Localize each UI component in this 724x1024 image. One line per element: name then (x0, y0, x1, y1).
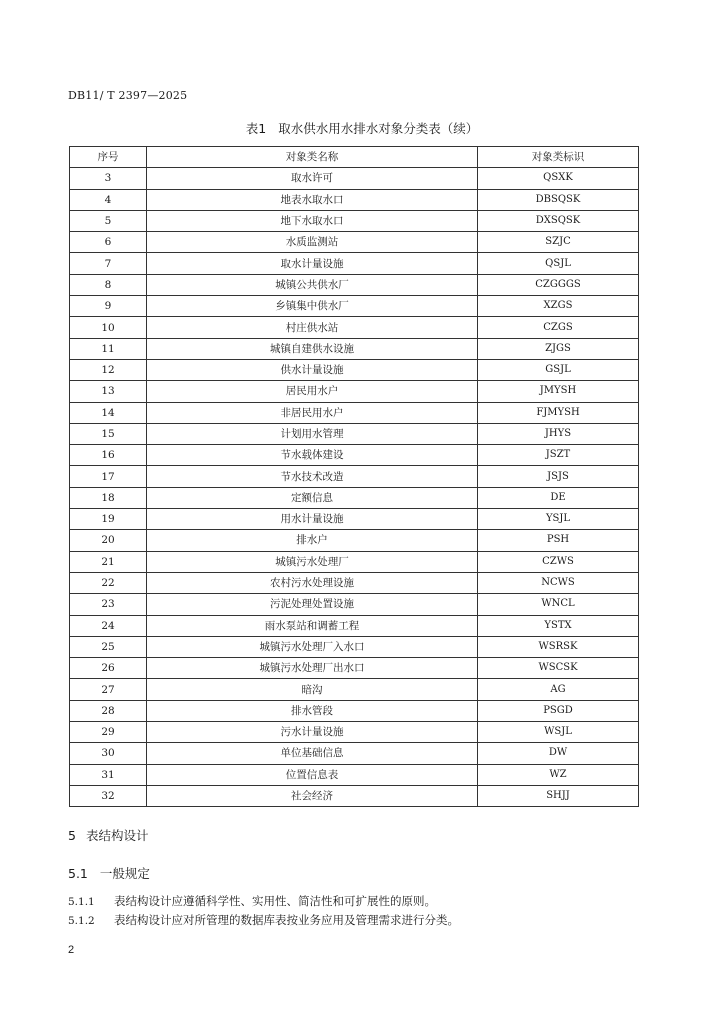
table-row (70, 785, 639, 806)
cell-name: 水质监测站 (147, 232, 478, 253)
cell-name: 乡镇集中供水厂 (147, 296, 478, 317)
section-number: 5 (68, 828, 76, 843)
cell-name: 村庄供水站 (147, 317, 478, 338)
cell-name: 单位基础信息 (147, 743, 478, 764)
cell-name: 定额信息 (147, 487, 478, 508)
table-row (70, 551, 639, 572)
cell-name: 节水技术改造 (147, 466, 478, 487)
cell-seq: 18 (70, 487, 147, 508)
cell-seq: 30 (70, 743, 147, 764)
cell-code: SHJJ (478, 785, 639, 806)
cell-name: 排水管段 (147, 700, 478, 721)
cell-name: 地表水取水口 (147, 189, 478, 210)
cell-code: PSH (478, 530, 639, 551)
cell-code: AG (478, 679, 639, 700)
table-row (70, 445, 639, 466)
cell-seq: 17 (70, 466, 147, 487)
cell-code: JMYSH (478, 381, 639, 402)
cell-code: YSJL (478, 509, 639, 530)
table-row (70, 679, 639, 700)
cell-name: 供水计量设施 (147, 359, 478, 380)
table-row (70, 594, 639, 615)
cell-code: CZWS (478, 551, 639, 572)
cell-seq: 7 (70, 253, 147, 274)
table-row (70, 317, 639, 338)
table-row (70, 743, 639, 764)
table-row (70, 253, 639, 274)
table-row (70, 530, 639, 551)
cell-seq: 4 (70, 189, 147, 210)
cell-seq: 13 (70, 381, 147, 402)
table-title: 取水供水用水排水对象分类表（续） (278, 121, 479, 136)
cell-seq: 21 (70, 551, 147, 572)
clause (68, 912, 459, 928)
table-row (70, 658, 639, 679)
cell-seq: 23 (70, 594, 147, 615)
header-name: 对象类名称 (147, 147, 478, 168)
cell-seq: 27 (70, 679, 147, 700)
cell-code: WSRSK (478, 636, 639, 657)
cell-name: 城镇污水处理厂出水口 (147, 658, 478, 679)
cell-name: 取水计量设施 (147, 253, 478, 274)
table-row (70, 466, 639, 487)
section-title: 表结构设计 (85, 828, 149, 843)
cell-name: 城镇自建供水设施 (147, 338, 478, 359)
table-row (70, 700, 639, 721)
header-seq: 序号 (70, 147, 147, 168)
cell-code: CZGGGS (478, 274, 639, 295)
subsection-heading (68, 864, 150, 882)
clause-number: 5.1.2 (68, 915, 95, 927)
table-caption (0, 119, 724, 137)
cell-code: WNCL (478, 594, 639, 615)
cell-seq: 6 (70, 232, 147, 253)
table-row (70, 423, 639, 444)
clause-text: 表结构设计应遵循科学性、实用性、简洁性和可扩展性的原则。 (114, 894, 436, 908)
table-row (70, 402, 639, 423)
cell-name: 城镇污水处理厂 (147, 551, 478, 572)
table-row (70, 572, 639, 593)
clause-text: 表结构设计应对所管理的数据库表按业务应用及管理需求进行分类。 (114, 913, 459, 927)
clause-number: 5.1.1 (68, 896, 95, 908)
cell-seq: 9 (70, 296, 147, 317)
cell-seq: 24 (70, 615, 147, 636)
cell-name: 计划用水管理 (147, 423, 478, 444)
table-row (70, 487, 639, 508)
table-number: 表1 (245, 121, 267, 136)
cell-name: 城镇污水处理厂入水口 (147, 636, 478, 657)
cell-code: YSTX (478, 615, 639, 636)
cell-seq: 12 (70, 359, 147, 380)
cell-code: PSGD (478, 700, 639, 721)
header-code: 对象类标识 (478, 147, 639, 168)
cell-code: QSXK (478, 168, 639, 189)
cell-code: GSJL (478, 359, 639, 380)
cell-code: JSZT (478, 445, 639, 466)
table-row (70, 615, 639, 636)
cell-seq: 5 (70, 210, 147, 231)
cell-name: 社会经济 (147, 785, 478, 806)
cell-code: DE (478, 487, 639, 508)
cell-name: 排水户 (147, 530, 478, 551)
cell-code: WZ (478, 764, 639, 785)
classification-table (69, 146, 639, 807)
clause (68, 893, 436, 909)
table-row (70, 296, 639, 317)
table-row (70, 168, 639, 189)
table-row (70, 359, 639, 380)
table-row (70, 338, 639, 359)
cell-code: WSCSK (478, 658, 639, 679)
section-heading (68, 826, 148, 844)
table-row (70, 636, 639, 657)
cell-name: 农村污水处理设施 (147, 572, 478, 593)
cell-code: CZGS (478, 317, 639, 338)
cell-name: 取水许可 (147, 168, 478, 189)
table-row (70, 232, 639, 253)
cell-seq: 15 (70, 423, 147, 444)
cell-code: DW (478, 743, 639, 764)
table-row (70, 722, 639, 743)
cell-name: 非居民用水户 (147, 402, 478, 423)
cell-code: WSJL (478, 722, 639, 743)
cell-code: FJMYSH (478, 402, 639, 423)
cell-name: 城镇公共供水厂 (147, 274, 478, 295)
cell-seq: 16 (70, 445, 147, 466)
cell-seq: 8 (70, 274, 147, 295)
cell-code: SZJC (478, 232, 639, 253)
cell-name: 污水计量设施 (147, 722, 478, 743)
cell-name: 节水载体建设 (147, 445, 478, 466)
cell-seq: 11 (70, 338, 147, 359)
cell-seq: 31 (70, 764, 147, 785)
cell-code: ZJGS (478, 338, 639, 359)
cell-seq: 10 (70, 317, 147, 338)
cell-seq: 14 (70, 402, 147, 423)
cell-seq: 32 (70, 785, 147, 806)
table-row (70, 509, 639, 530)
cell-name: 暗沟 (147, 679, 478, 700)
cell-code: XZGS (478, 296, 639, 317)
table-row (70, 210, 639, 231)
table-body (70, 168, 639, 807)
cell-name: 位置信息表 (147, 764, 478, 785)
table-header-row (70, 147, 639, 168)
cell-code: JSJS (478, 466, 639, 487)
table-row (70, 381, 639, 402)
cell-code: QSJL (478, 253, 639, 274)
cell-name: 地下水取水口 (147, 210, 478, 231)
cell-code: NCWS (478, 572, 639, 593)
cell-name: 居民用水户 (147, 381, 478, 402)
table-row (70, 764, 639, 785)
cell-seq: 19 (70, 509, 147, 530)
subsection-number: 5.1 (68, 866, 88, 881)
cell-name: 用水计量设施 (147, 509, 478, 530)
subsection-title: 一般规定 (99, 866, 150, 881)
cell-seq: 28 (70, 700, 147, 721)
cell-code: DXSQSK (478, 210, 639, 231)
table-row (70, 189, 639, 210)
table-row (70, 274, 639, 295)
cell-name: 污泥处理处置设施 (147, 594, 478, 615)
cell-code: JHYS (478, 423, 639, 444)
cell-seq: 3 (70, 168, 147, 189)
cell-seq: 29 (70, 722, 147, 743)
document-code: DB11/ T 2397—2025 (68, 89, 188, 102)
cell-name: 雨水泵站和调蓄工程 (147, 615, 478, 636)
cell-seq: 22 (70, 572, 147, 593)
cell-code: DBSQSK (478, 189, 639, 210)
cell-seq: 26 (70, 658, 147, 679)
cell-seq: 25 (70, 636, 147, 657)
cell-seq: 20 (70, 530, 147, 551)
page-number: 2 (68, 944, 75, 956)
